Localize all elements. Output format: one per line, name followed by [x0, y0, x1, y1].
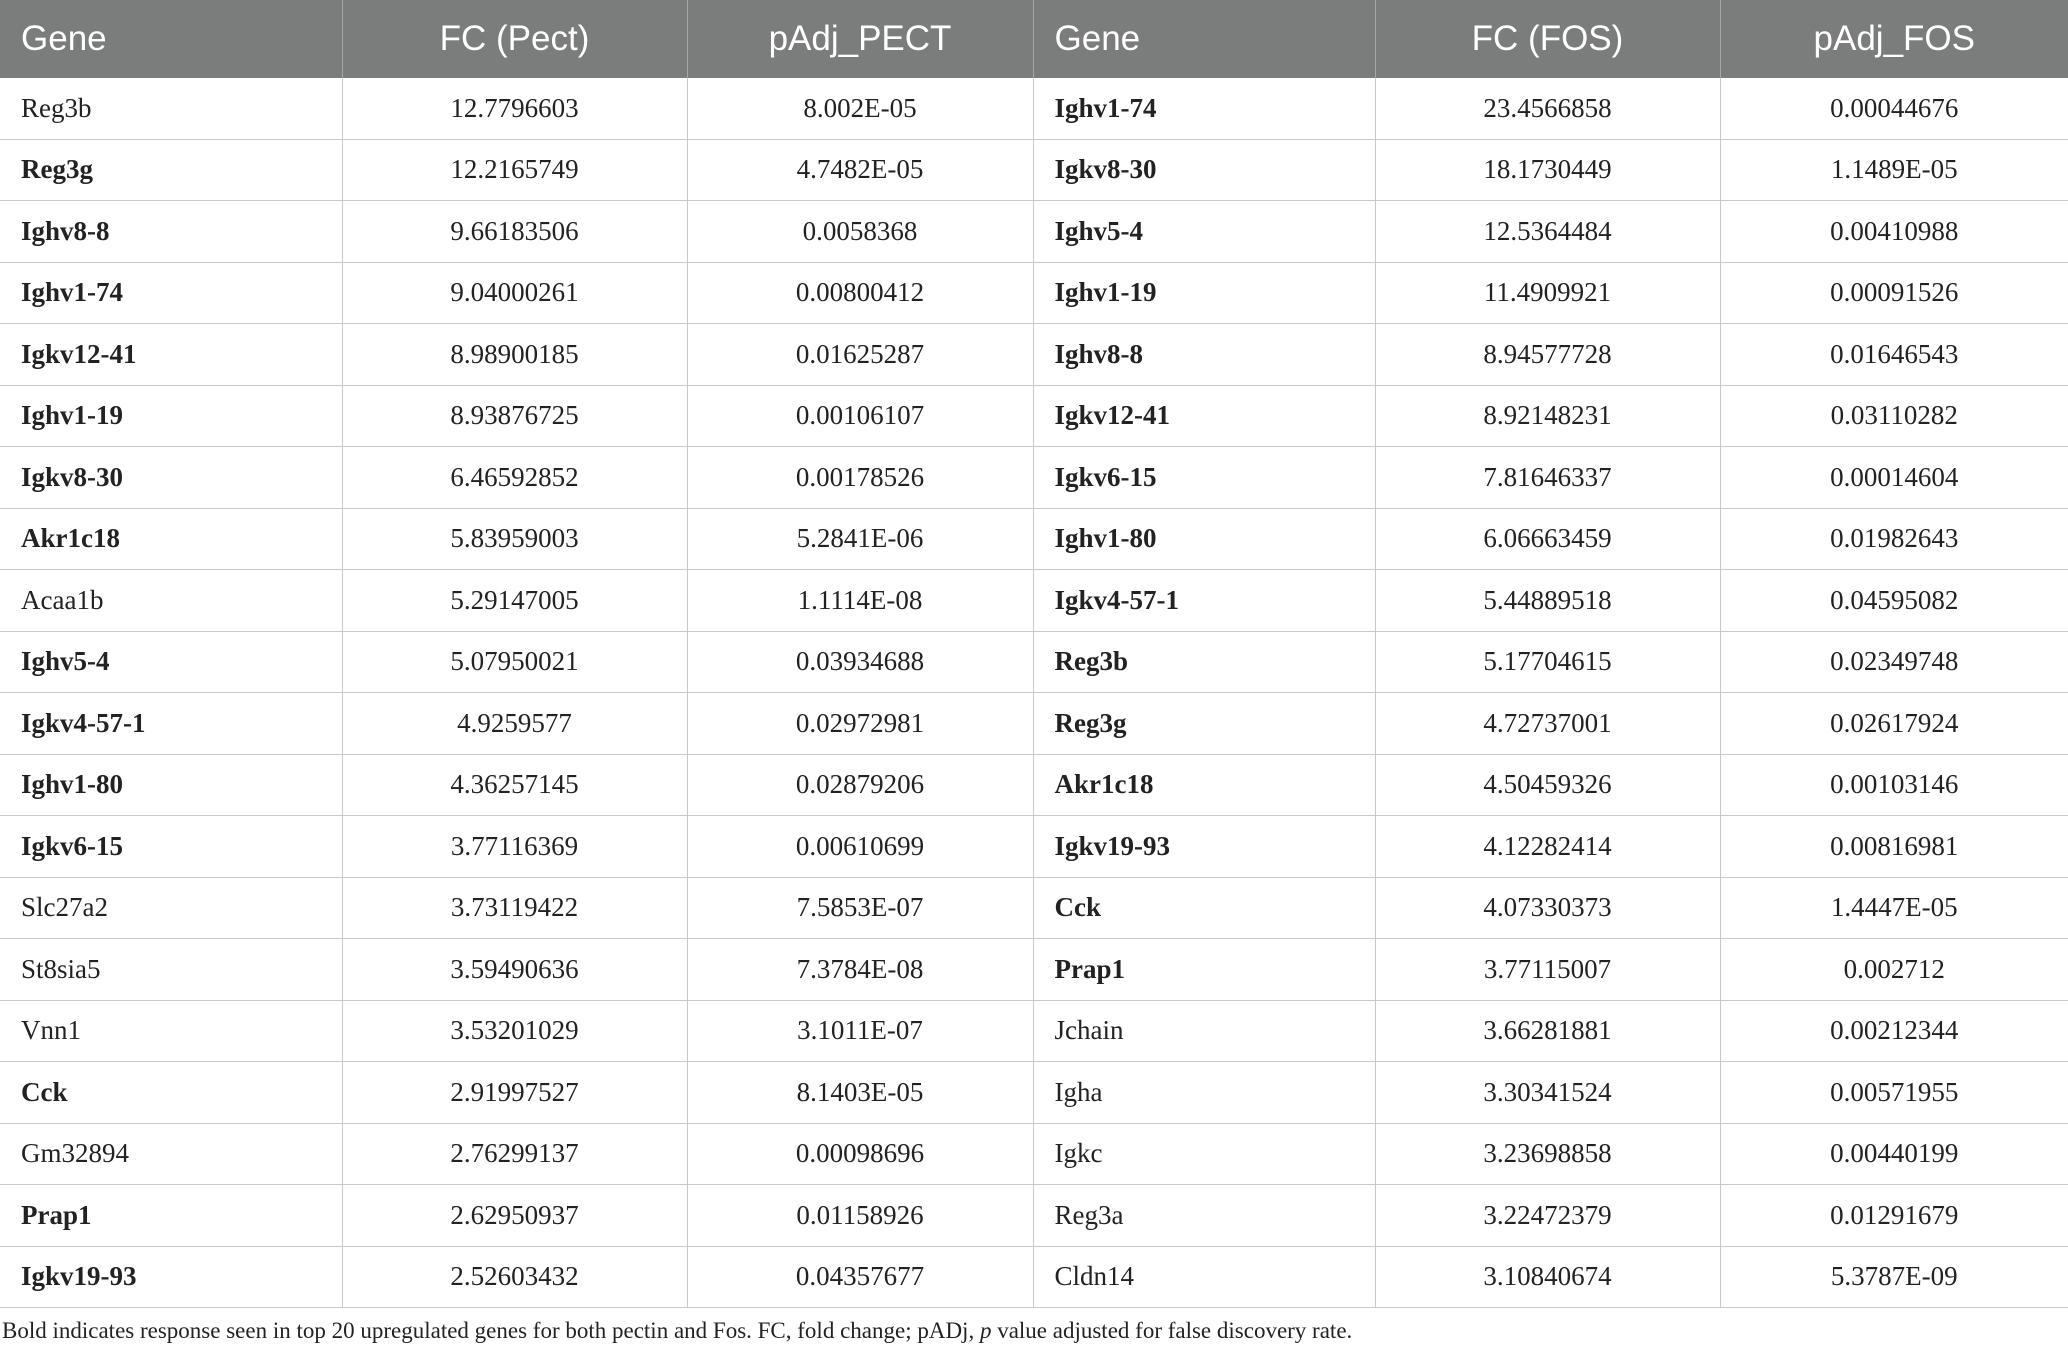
fc-fos-cell: 4.12282414 [1375, 816, 1720, 878]
gene-cell-pect: Ighv5-4 [0, 631, 342, 693]
gene-cell-pect: Igkv4-57-1 [0, 693, 342, 755]
gene-cell-fos: Ighv1-19 [1033, 262, 1375, 324]
padj-fos-cell: 1.4447E-05 [1720, 877, 2068, 939]
padj-fos-cell: 0.00440199 [1720, 1123, 2068, 1185]
padj-pect-cell: 1.1114E-08 [687, 570, 1033, 632]
fc-fos-cell: 18.1730449 [1375, 139, 1720, 201]
header-fc-fos: FC (FOS) [1375, 0, 1720, 78]
fc-pect-cell: 3.73119422 [342, 877, 687, 939]
table-row [0, 139, 2068, 201]
table-row [0, 816, 2068, 878]
fc-pect-cell: 3.59490636 [342, 939, 687, 1001]
fc-pect-cell: 8.98900185 [342, 324, 687, 386]
gene-cell-pect: Igkv8-30 [0, 447, 342, 509]
fc-pect-cell: 3.77116369 [342, 816, 687, 878]
fc-pect-cell: 5.07950021 [342, 631, 687, 693]
gene-cell-pect: Akr1c18 [0, 508, 342, 570]
gene-cell-pect: Gm32894 [0, 1123, 342, 1185]
gene-cell-fos: Ighv8-8 [1033, 324, 1375, 386]
table-row [0, 754, 2068, 816]
gene-cell-fos: Ighv1-74 [1033, 78, 1375, 139]
fc-fos-cell: 3.66281881 [1375, 1000, 1720, 1062]
gene-cell-fos: Igha [1033, 1062, 1375, 1124]
fc-fos-cell: 3.30341524 [1375, 1062, 1720, 1124]
padj-pect-cell: 0.00106107 [687, 385, 1033, 447]
padj-pect-cell: 0.00610699 [687, 816, 1033, 878]
gene-cell-fos: Igkv19-93 [1033, 816, 1375, 878]
padj-fos-cell: 0.00571955 [1720, 1062, 2068, 1124]
table-body [0, 78, 2068, 1308]
padj-pect-cell: 4.7482E-05 [687, 139, 1033, 201]
table-row [0, 78, 2068, 139]
padj-fos-cell: 0.03110282 [1720, 385, 2068, 447]
padj-pect-cell: 0.02972981 [687, 693, 1033, 755]
table-row [0, 201, 2068, 263]
padj-fos-cell: 5.3787E-09 [1720, 1246, 2068, 1308]
table-footnote [2, 1318, 2062, 1344]
gene-cell-pect: Vnn1 [0, 1000, 342, 1062]
padj-pect-cell: 0.02879206 [687, 754, 1033, 816]
padj-fos-cell: 0.00212344 [1720, 1000, 2068, 1062]
table-row [0, 508, 2068, 570]
fc-pect-cell: 9.66183506 [342, 201, 687, 263]
padj-fos-cell: 0.01982643 [1720, 508, 2068, 570]
fc-pect-cell: 3.53201029 [342, 1000, 687, 1062]
table-row [0, 385, 2068, 447]
padj-pect-cell: 0.01625287 [687, 324, 1033, 386]
fc-pect-cell: 5.83959003 [342, 508, 687, 570]
gene-cell-fos: Igkv6-15 [1033, 447, 1375, 509]
fc-fos-cell: 3.10840674 [1375, 1246, 1720, 1308]
fc-fos-cell: 3.23698858 [1375, 1123, 1720, 1185]
fc-fos-cell: 5.17704615 [1375, 631, 1720, 693]
gene-cell-pect: Igkv19-93 [0, 1246, 342, 1308]
header-padj-fos: pAdj_FOS [1720, 0, 2068, 78]
fc-fos-cell: 12.5364484 [1375, 201, 1720, 263]
padj-fos-cell: 1.1489E-05 [1720, 139, 2068, 201]
padj-pect-cell: 7.3784E-08 [687, 939, 1033, 1001]
gene-cell-fos: Ighv5-4 [1033, 201, 1375, 263]
gene-cell-pect: Slc27a2 [0, 877, 342, 939]
gene-cell-fos: Igkv8-30 [1033, 139, 1375, 201]
gene-cell-fos: Reg3b [1033, 631, 1375, 693]
fc-pect-cell: 2.76299137 [342, 1123, 687, 1185]
footnote-italic-p: p [979, 1318, 992, 1343]
padj-pect-cell: 0.0058368 [687, 201, 1033, 263]
gene-cell-fos: Cldn14 [1033, 1246, 1375, 1308]
table-row [0, 1000, 2068, 1062]
padj-fos-cell: 0.02617924 [1720, 693, 2068, 755]
fc-fos-cell: 4.07330373 [1375, 877, 1720, 939]
padj-pect-cell: 0.04357677 [687, 1246, 1033, 1308]
gene-cell-fos: Igkv4-57-1 [1033, 570, 1375, 632]
padj-pect-cell: 0.00800412 [687, 262, 1033, 324]
padj-pect-cell: 3.1011E-07 [687, 1000, 1033, 1062]
fc-fos-cell: 4.50459326 [1375, 754, 1720, 816]
gene-cell-fos: Jchain [1033, 1000, 1375, 1062]
gene-cell-fos: Akr1c18 [1033, 754, 1375, 816]
gene-cell-fos: Igkv12-41 [1033, 385, 1375, 447]
gene-cell-pect: Reg3g [0, 139, 342, 201]
gene-cell-fos: Cck [1033, 877, 1375, 939]
gene-cell-fos: Reg3g [1033, 693, 1375, 755]
padj-pect-cell: 7.5853E-07 [687, 877, 1033, 939]
padj-pect-cell: 0.00098696 [687, 1123, 1033, 1185]
padj-fos-cell: 0.00044676 [1720, 78, 2068, 139]
table-row [0, 1185, 2068, 1247]
gene-cell-pect: Prap1 [0, 1185, 342, 1247]
table-row [0, 1062, 2068, 1124]
fc-fos-cell: 8.92148231 [1375, 385, 1720, 447]
gene-cell-pect: Ighv8-8 [0, 201, 342, 263]
gene-cell-pect: Igkv12-41 [0, 324, 342, 386]
fc-fos-cell: 11.4909921 [1375, 262, 1720, 324]
gene-cell-pect: Ighv1-80 [0, 754, 342, 816]
gene-cell-pect: Cck [0, 1062, 342, 1124]
padj-pect-cell: 0.00178526 [687, 447, 1033, 509]
header-gene-fos: Gene [1033, 0, 1375, 78]
table-row [0, 631, 2068, 693]
padj-pect-cell: 0.01158926 [687, 1185, 1033, 1247]
padj-fos-cell: 0.02349748 [1720, 631, 2068, 693]
gene-cell-pect: Ighv1-74 [0, 262, 342, 324]
table-header-row [0, 0, 2068, 78]
padj-pect-cell: 8.002E-05 [687, 78, 1033, 139]
gene-cell-fos: Ighv1-80 [1033, 508, 1375, 570]
table-row [0, 939, 2068, 1001]
gene-cell-pect: St8sia5 [0, 939, 342, 1001]
padj-fos-cell: 0.01646543 [1720, 324, 2068, 386]
gene-cell-pect: Igkv6-15 [0, 816, 342, 878]
fc-pect-cell: 9.04000261 [342, 262, 687, 324]
table-row [0, 1123, 2068, 1185]
fc-pect-cell: 12.2165749 [342, 139, 687, 201]
fc-fos-cell: 3.22472379 [1375, 1185, 1720, 1247]
padj-fos-cell: 0.00816981 [1720, 816, 2068, 878]
fc-pect-cell: 4.9259577 [342, 693, 687, 755]
table-row [0, 447, 2068, 509]
table-row [0, 262, 2068, 324]
footnote-text-start: Bold indicates response seen in top 20 upregulated genes for both pectin and Fos. FC, fold change; pADj, [2, 1318, 980, 1343]
padj-fos-cell: 0.00091526 [1720, 262, 2068, 324]
header-gene-pect: Gene [0, 0, 342, 78]
table-row [0, 693, 2068, 755]
padj-fos-cell: 0.002712 [1720, 939, 2068, 1001]
gene-cell-pect: Ighv1-19 [0, 385, 342, 447]
gene-cell-pect: Acaa1b [0, 570, 342, 632]
fc-pect-cell: 4.36257145 [342, 754, 687, 816]
fc-pect-cell: 2.62950937 [342, 1185, 687, 1247]
table-row [0, 324, 2068, 386]
fc-fos-cell: 8.94577728 [1375, 324, 1720, 386]
fc-pect-cell: 2.52603432 [342, 1246, 687, 1308]
gene-cell-fos: Igkc [1033, 1123, 1375, 1185]
table-row [0, 877, 2068, 939]
padj-pect-cell: 0.03934688 [687, 631, 1033, 693]
padj-pect-cell: 8.1403E-05 [687, 1062, 1033, 1124]
fc-fos-cell: 5.44889518 [1375, 570, 1720, 632]
table-row [0, 570, 2068, 632]
table-row [0, 1246, 2068, 1308]
padj-pect-cell: 5.2841E-06 [687, 508, 1033, 570]
header-fc-pect: FC (Pect) [342, 0, 687, 78]
gene-cell-fos: Reg3a [1033, 1185, 1375, 1247]
padj-fos-cell: 0.00103146 [1720, 754, 2068, 816]
gene-cell-fos: Prap1 [1033, 939, 1375, 1001]
padj-fos-cell: 0.04595082 [1720, 570, 2068, 632]
padj-fos-cell: 0.01291679 [1720, 1185, 2068, 1247]
padj-fos-cell: 0.00410988 [1720, 201, 2068, 263]
fc-fos-cell: 3.77115007 [1375, 939, 1720, 1001]
fc-fos-cell: 7.81646337 [1375, 447, 1720, 509]
fc-fos-cell: 4.72737001 [1375, 693, 1720, 755]
header-padj-pect: pAdj_PECT [687, 0, 1033, 78]
fc-pect-cell: 6.46592852 [342, 447, 687, 509]
footnote-text-end: value adjusted for false discovery rate. [991, 1318, 1353, 1343]
gene-cell-pect: Reg3b [0, 78, 342, 139]
fc-fos-cell: 23.4566858 [1375, 78, 1720, 139]
fc-pect-cell: 8.93876725 [342, 385, 687, 447]
fc-fos-cell: 6.06663459 [1375, 508, 1720, 570]
fc-pect-cell: 2.91997527 [342, 1062, 687, 1124]
fc-pect-cell: 12.7796603 [342, 78, 687, 139]
fc-pect-cell: 5.29147005 [342, 570, 687, 632]
padj-fos-cell: 0.00014604 [1720, 447, 2068, 509]
